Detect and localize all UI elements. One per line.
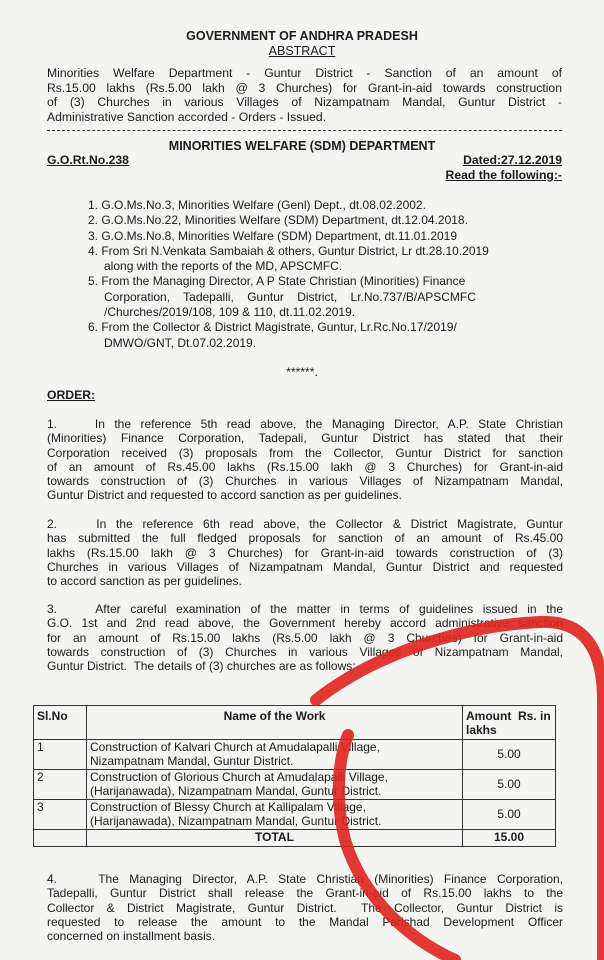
work-line: Construction of Glorious Church at Amudalapalli Village, xyxy=(90,770,388,784)
paragraph-line: Tadepalli, Guntur District shall release the Grant-in-aid of Rs.15.00 lakhs to the xyxy=(47,886,563,901)
reference-item: 4. From Sri N.Venkata Sambaiah & others, Guntur District, Lr dt.28.10.2019 xyxy=(88,243,489,258)
read-following: Read the following:- xyxy=(445,168,562,182)
cell-slno: 1 xyxy=(34,740,87,770)
paragraph-line: 1. In the reference 5th read above, the Managing Director, A.P. State Christian xyxy=(47,417,563,431)
paragraph-line: for an amount of Rs.15.00 lakhs (Rs.5.00 lakh @ 3 Churches) for Grant-in-aid xyxy=(47,630,563,645)
cell-work xyxy=(87,740,463,770)
work-line: Construction of Kalvari Church at Amudalapalli Village, xyxy=(90,740,380,754)
subject-line: Minorities Welfare Department - Guntur District - Sanction of an amount of xyxy=(47,66,562,80)
work-line: (Harijanawada), Nizampatnam Mandal, Guntur District. xyxy=(90,813,382,828)
paragraph-line: 3. After careful examination of the matter in terms of guidelines issued in the xyxy=(47,602,563,616)
paragraph-line: (Minorities) Finance Corporation, Tadepali, Guntur District has stated that their xyxy=(47,431,563,446)
table-header-row xyxy=(34,706,556,740)
reference-item: 2. G.O.Ms.No.22, Minorities Welfare (SDM) Department, dt.12.04.2018. xyxy=(88,213,468,228)
cell-work xyxy=(87,770,463,800)
order-paragraph-1 xyxy=(47,417,563,503)
go-number: G.O.Rt.No.238 xyxy=(47,153,129,167)
reference-item: 1. G.O.Ms.No.3, Minorities Welfare (Genl) Dept., dt.08.02.2002. xyxy=(88,198,426,212)
reference-item: 5. From the Managing Director, A P State Christian (Minorities) Finance xyxy=(88,274,466,289)
col-header-slno: Sl.No xyxy=(34,706,87,740)
reference-item-cont: /Churches/2019/108, 109 & 110, dt.11.02.2019. xyxy=(104,305,356,320)
work-line: Construction of Blessy Church at Kallipalam Village, xyxy=(90,800,366,814)
subject-block xyxy=(47,66,562,124)
paragraph-line: of an amount of Rs.45.00 lakhs (Rs.15.00 lakh @ 3 Churches) for Grant-in-aid xyxy=(47,459,563,474)
cell-amount: 5.00 xyxy=(463,770,556,800)
paragraph-line: 4. The Managing Director, A.P. State Christian (Minorities) Finance Corporation, xyxy=(47,872,563,886)
subject-line: of (3) Churches in various Villages of Nizampatnam Mandal, Guntur District - xyxy=(47,95,562,110)
work-line: Nizampatnam Mandal, Guntur District. xyxy=(90,753,294,768)
total-label: TOTAL xyxy=(87,830,463,847)
col-header-amount: Amount Rs. in lakhs xyxy=(463,706,556,740)
table-row xyxy=(34,740,556,770)
works-table xyxy=(33,705,556,847)
paragraph-line: Corporation received (3) proposals from the Collector, Guntur District for sanction xyxy=(47,445,563,460)
paragraph-line: Churches in various Villages of Nizampatnam Mandal, Guntur District and requested xyxy=(47,559,563,574)
paragraph-line: requested to release the amount to the Mandal Parishad Development Officer xyxy=(47,914,563,929)
separator-stars: ******. xyxy=(286,365,318,379)
paragraph-line: Collector & District Magistrate, Guntur District. The Collector, Guntur District is xyxy=(47,900,563,915)
paragraph-line: lakhs (Rs.15.00 lakh @ 3 Churches) for Grant-in-aid towards construction of (3) xyxy=(47,545,563,560)
paragraph-line: G.O. 1st and 2nd read above, the Government hereby accord administrative sanction xyxy=(47,616,563,631)
table-row xyxy=(34,800,556,830)
reference-item-cont: along with the reports of the MD, APSCMFC. xyxy=(104,259,343,274)
cell-work xyxy=(87,800,463,830)
paragraph-line: has submitted the full fledged proposals for sanction of an amount of Rs.45.00 xyxy=(47,531,563,546)
paragraph-line: concerned on installment basis. xyxy=(47,929,216,944)
reference-item-cont: Corporation, Tadepalli, Guntur District, Lr.No.737/B/APSCMFC xyxy=(104,289,476,304)
work-line: (Harijanawada), Nizampatnam Mandal, Guntur District. xyxy=(90,783,382,798)
cell-empty xyxy=(34,830,87,847)
abstract-heading: ABSTRACT xyxy=(268,44,336,58)
total-value: 15.00 xyxy=(463,830,556,847)
go-date: Dated:27.12.2019 xyxy=(463,153,562,167)
references-list xyxy=(88,198,564,351)
order-paragraph-3 xyxy=(47,602,563,673)
subject-line: Administrative Sanction accorded - Orders - Issued. xyxy=(47,109,327,124)
cell-slno: 2 xyxy=(34,770,87,800)
reference-item-cont: DMWO/GNT, Dt.07.02.2019. xyxy=(104,335,257,350)
order-paragraph-2 xyxy=(47,517,563,588)
subject-line: Rs.15.00 lakhs (Rs.5.00 lakh @ 3 Churches) for Grant-in-aid towards construction xyxy=(47,80,562,95)
paragraph-line: 2. In the reference 6th read above, the Collector & District Magistrate, Guntur xyxy=(47,517,563,531)
paragraph-line: Guntur District and requested to accord sanction as per guidelines. xyxy=(47,488,402,503)
cell-amount: 5.00 xyxy=(463,800,556,830)
paragraph-line: towards construction of (3) Churches in various Villages of Nizampatnam Mandal, xyxy=(47,644,563,659)
cell-amount: 5.00 xyxy=(463,740,556,770)
government-heading: GOVERNMENT OF ANDHRA PRADESH xyxy=(186,29,418,43)
table-total-row xyxy=(34,830,556,847)
paragraph-line: to accord sanction as per guidelines. xyxy=(47,574,242,589)
order-paragraph-4 xyxy=(47,872,563,943)
dashed-divider xyxy=(47,130,562,131)
reference-item: 6. From the Collector & District Magistrate, Guntur, Lr.Rc.No.17/2019/ xyxy=(88,320,457,335)
reference-item: 3. G.O.Ms.No.8, Minorities Welfare (SDM) Department, dt.11.01.2019 xyxy=(88,228,458,243)
table-row xyxy=(34,770,556,800)
paragraph-line: Guntur District. The details of (3) churches are as follows:- xyxy=(47,659,360,674)
cell-slno: 3 xyxy=(34,800,87,830)
col-header-work: Name of the Work xyxy=(87,706,463,740)
paragraph-line: towards construction of (3) Churches in various Villages of Nizampatnam Mandal, xyxy=(47,474,563,489)
department-heading: MINORITIES WELFARE (SDM) DEPARTMENT xyxy=(168,139,436,153)
order-heading: ORDER: xyxy=(47,388,96,402)
